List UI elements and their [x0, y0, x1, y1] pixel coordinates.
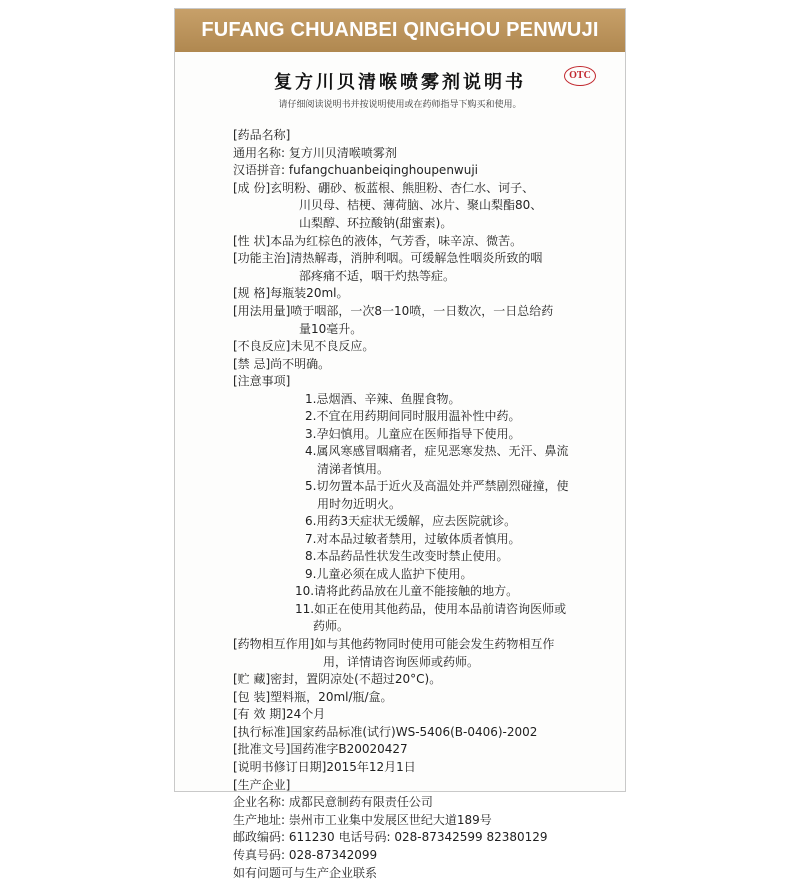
storage: [贮 藏]密封，置阴凉处(不超过20°C)。: [233, 672, 442, 687]
otc-badge: OTC: [564, 66, 596, 86]
adverse-reactions: [不良反应]未见不良反应。: [233, 339, 375, 354]
precaution-item: 2.不宜在用药期间同时服用温补性中药。: [305, 409, 521, 424]
precaution-item: 1.忌烟酒、辛辣、鱼腥食物。: [305, 391, 461, 406]
drug-name-header: [药品名称]: [233, 128, 291, 142]
interactions-line-1: [药物相互作用]如与其他药物同时使用可能会发生药物相互作: [233, 636, 555, 651]
subtitle: 请仔细阅读说明书并按说明使用或在药师指导下购买和使用。: [278, 100, 522, 110]
precaution-item: 10.请将此药品放在儿童不能接触的地方。: [295, 584, 519, 599]
specification: [规 格]每瓶装20ml。: [233, 286, 349, 301]
page-title: 复方川贝清喉喷雾剂说明书: [274, 72, 526, 93]
fax-number: 传真号码: 028-87342099: [233, 848, 378, 863]
precaution-item: 4.属风寒感冒咽痛者，症见恶寒发热、无汗、鼻流: [305, 444, 569, 459]
instruction-sheet: [174, 8, 626, 880]
indications-line-1: [功能主治]清热解毒，消肿利咽。可缓解急性咽炎所致的咽: [233, 251, 543, 266]
instruction-body: [233, 127, 613, 882]
approval-number: [批准文号]国药准字B20020427: [233, 742, 408, 757]
pinyin-name: 汉语拼音: fufangchuanbeiqinghoupenwuji: [233, 163, 479, 178]
precaution-item: 8.本品药品性状发生改变时禁止使用。: [305, 549, 509, 564]
precaution-item-cont: 用时勿近明火。: [317, 496, 402, 511]
precaution-item: 5.切勿置本品于近火及高温处并严禁剧烈碰撞，使: [305, 479, 569, 494]
standard: [执行标准]国家药品标准(试行)WS-5406(B-0406)-2002: [233, 724, 538, 739]
postal-phone: 邮政编码: 611230 电话号码: 028-87342599 82380129: [233, 830, 548, 845]
ingredients-line-3: 山梨醇、环拉酸钠(甜蜜素)。: [299, 215, 453, 230]
contact-note: 如有问题可与生产企业联系: [233, 865, 378, 880]
common-name: 通用名称: 复方川贝清喉喷雾剂: [233, 145, 397, 160]
interactions-line-2: 用，详情请咨询医师或药师。: [323, 654, 480, 669]
validity: [有 效 期]24个月: [233, 707, 326, 722]
indications-line-2: 部疼痛不适，咽干灼热等症。: [299, 268, 456, 283]
manufacturer-header: [生产企业]: [233, 777, 291, 792]
precautions-header: [注意事项]: [233, 374, 291, 389]
properties: [性 状]本品为红棕色的液体，气芳香，味辛凉、微苦。: [233, 233, 523, 248]
usage-line-2: 量10毫升。: [299, 321, 363, 336]
ingredients-line-1: [成 份]玄明粉、硼砂、板蓝根、熊胆粉、杏仁水、诃子、: [233, 180, 535, 195]
precaution-item: 7.对本品过敏者禁用，过敏体质者慎用。: [305, 531, 521, 546]
company-address: 生产地址: 崇州市工业集中发展区世纪大道189号: [233, 812, 492, 827]
package: [包 装]塑料瓶，20ml/瓶/盒。: [233, 689, 393, 704]
precaution-item: 3.孕妇慎用。儿童应在医师指导下使用。: [305, 426, 521, 441]
precaution-item: 9.儿童必须在成人监护下使用。: [305, 566, 473, 581]
precaution-item-cont: 药师。: [313, 619, 350, 634]
ingredients-line-2: 川贝母、桔梗、薄荷脑、冰片、聚山梨酯80、: [299, 198, 543, 213]
precaution-item: 11.如正在使用其他药品，使用本品前请咨询医师或: [295, 601, 567, 616]
contraindications: [禁 忌]尚不明确。: [233, 356, 331, 371]
pinyin-banner: FUFANG CHUANBEI QINGHOU PENWUJI: [175, 9, 625, 52]
revision-date: [说明书修订日期]2015年12月1日: [233, 760, 416, 775]
company-name: 企业名称: 成都民意制药有限责任公司: [233, 795, 433, 810]
precaution-item-cont: 清涕者慎用。: [317, 461, 390, 476]
precaution-item: 6.用药3天症状无缓解，应去医院就诊。: [305, 514, 517, 529]
usage-line-1: [用法用量]喷于咽部，一次8一10喷，一日数次，一日总给药: [233, 303, 554, 318]
